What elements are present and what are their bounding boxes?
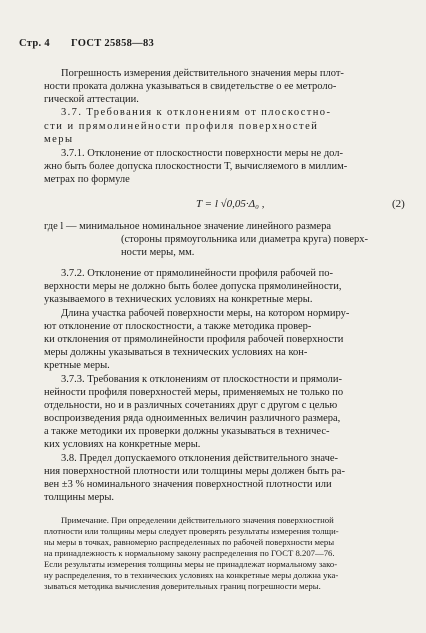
equation-number: (2) (392, 198, 405, 210)
text-line: вен ±3 % номинального значения поверхностной плотности или (44, 479, 332, 490)
section-heading: 3.7. Требования к отклонениям от плоскостно- (61, 107, 332, 118)
page-number: Стр. 4 (19, 38, 50, 49)
formula: T = l √0,05·Δ₀ , (196, 198, 265, 210)
text-line: гической аттестации. (44, 94, 139, 105)
text-line: 3.7.1. Отклонение от плоскостности поверхности меры не дол- (61, 148, 344, 159)
note-line: зываться методика вычисления доверительных границ погрешности меры. (44, 581, 321, 591)
text-line: жно быть более допуска плоскостности T, вычисляемого в миллим- (44, 161, 348, 172)
note-line: ну распределения, то в технических условиях на конкретные меры должна ука- (44, 570, 339, 580)
note-line: на принадлежность к нормальному закону распределения по ГОСТ 8.207—76. (44, 548, 335, 558)
text-line: Погрешность измерения действительного значения меры плот- (61, 68, 344, 79)
text-line: отдельности, но и в различных сочетаниях друг с другом с целью (44, 400, 338, 411)
text-line: нейности профиля поверхностей меры, применяемых не только по (44, 387, 344, 398)
note-line: Если результаты измерения толщины меры не принадлежат нормальному зако- (44, 559, 338, 569)
section-heading: меры (44, 134, 74, 145)
standard-code: ГОСТ 25858—83 (71, 38, 155, 49)
text-line: ности меры, мм. (121, 247, 195, 258)
note-line: плотности или толщины меры следует проверять результаты измерения толщи- (44, 526, 339, 536)
text-line: воспроизведения ряда одноименных величин различного размера, (44, 413, 341, 424)
text-line: 3.7.2. Отклонение от прямолинейности профиля рабочей по- (61, 268, 333, 279)
text-line: ки отклонения от прямолинейности профиля рабочей поверхности (44, 334, 344, 345)
text-line: ния поверхностной плотности или толщины меры должен быть ра- (44, 466, 345, 477)
note-line: ны меры в точках, равномерно распределенных по рабочей поверхности меры (44, 537, 335, 547)
text-line: меры должны указываться в технических условиях на кон- (44, 347, 308, 358)
text-line: ких условиях на конкретные меры. (44, 439, 201, 450)
note-line: Примечание. При определении действительного значения поверхностной (61, 515, 334, 525)
text-line: где l — минимальное номинальное значение линейного размера (44, 221, 331, 232)
text-line: Длина участка рабочей поверхности меры, на котором нормиру- (61, 308, 350, 319)
text-line: метрах по формуле (44, 174, 130, 185)
text-line: ности проката должна указываться в свидетельстве о ее метроло- (44, 81, 337, 92)
text-line: 3.8. Предел допускаемого отклонения действительного значе- (61, 453, 339, 464)
text-line: (стороны прямоугольника или диаметра круга) поверх- (121, 234, 369, 245)
text-line: 3.7.3. Требования к отклонениям от плоскостности и прямоли- (61, 374, 342, 385)
text-line: верхности меры не должно быть более допуска прямолинейности, (44, 281, 342, 292)
text-line: толщины меры. (44, 492, 115, 503)
text-line: кретные меры. (44, 360, 110, 371)
text-line: ют отклонение от плоскостности, а также методика провер- (44, 321, 312, 332)
text-line: указываемого в технических условиях на конкретные меры. (44, 294, 313, 305)
section-heading: сти и прямолинейности профиля поверхностей (44, 121, 319, 132)
text-line: а также методики их проверки должны указываться в техничес- (44, 426, 330, 437)
